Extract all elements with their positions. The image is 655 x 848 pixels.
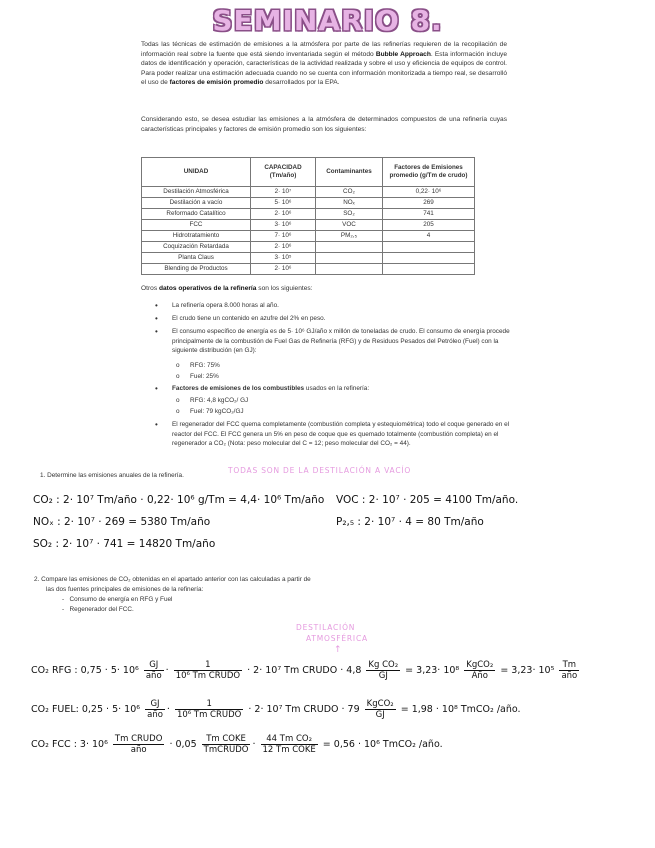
question-2-item-text: Consumo de energía en RFG y Fuel: [69, 596, 173, 603]
bullet-dot-icon: •: [155, 327, 158, 336]
page-title: SEMINARIO 8.: [212, 4, 443, 37]
question-2-line1: 2. Compare las emisiones de CO₂ obtenidas en el apartado anterior con las calculadas a partir de: [34, 576, 311, 583]
sub-item-text: Fuel: 25%: [190, 373, 219, 380]
frac-num: 1: [174, 660, 242, 671]
intro-bold-factors: factores de emisión promedio: [169, 79, 264, 87]
table-row: [142, 187, 475, 198]
frac-den: año: [130, 745, 147, 755]
rfg-result-2: = 3,23· 10⁵: [500, 665, 555, 676]
table-cell: [383, 242, 475, 253]
fcc-frac-1: [113, 734, 164, 755]
calc-fcc-row: CO₂ FCC : 3· 10⁶ $\frac{\text{Tm CRUDO}}{\text{año}}$ · 0,05 $\frac{\text{Tm COKE}}{\text{TmCRUDO}}$ · $\frac{\text{44 Tm CO₂}}{\text{12 Tm COKE}}$ = 0,56 · 10⁶ TmCO₂ /año.: [31, 734, 443, 755]
table-row: [142, 253, 475, 264]
otros-bold: datos operativos de la refinería: [158, 285, 257, 292]
table-cell: Blending de Productos: [142, 264, 251, 275]
sub-item-rfg-factor: [176, 396, 248, 405]
bullet-dot-icon: •: [155, 314, 158, 323]
frac-den: año: [147, 710, 163, 720]
table-row: [142, 264, 475, 275]
table-cell: [316, 264, 383, 275]
rfg-mid: · 2· 10⁷ Tm CRUDO · 4,8: [247, 665, 362, 676]
bullet-text: [172, 384, 515, 394]
frac-num: 44 Tm CO₂: [261, 734, 318, 745]
fuel-frac-2: [175, 699, 243, 720]
table-cell: 3· 10⁶: [251, 220, 316, 231]
calc-pm: P₂,₅ : 2· 10⁷ · 4 = 80 Tm/año: [336, 516, 484, 528]
bullet-bold: Factores de emisiones de los combustibles: [172, 385, 305, 392]
table-cell: Destilación Atmosférica: [142, 187, 251, 198]
fcc-frac-3: [261, 734, 318, 755]
frac-den: 10⁶ Tm CRUDO: [175, 671, 241, 681]
fcc-frac-2: [202, 734, 251, 755]
table-cell: PM₂,₅: [316, 231, 383, 242]
bullet-text: El consumo específico de energía es de 5· 10⁶ GJ/año x millón de toneladas de crudo. El consumo de energía procede principalmente de la combustión de Fuel Gas de Refinería (RFG) y de Residuos Pesados del Petróleo (Fuel) con la siguiente distribución (en GJ):: [172, 328, 510, 355]
frac-num: Tm CRUDO: [114, 734, 163, 744]
table-cell: 4: [383, 231, 475, 242]
question-2-item-1: - Consumo de energía en RFG y Fuel: [62, 596, 173, 603]
calc-co2: CO₂ : 2· 10⁷ Tm/año · 0,22· 10⁶ g/Tm = 4,4· 10⁶ Tm/año: [33, 494, 325, 506]
pink-note-atmospheric-2: ATMOSFÉRICA: [306, 634, 368, 643]
fuel-lead: CO₂ FUEL: 0,25 · 5· 10⁶: [31, 704, 141, 715]
intro-text-a: Todas las técnicas de estimación de emisiones a la atmósfera por parte de las refinerías requieren de la recopilación de información real sobre la fuente que está siendo inventariada según el método: [141, 41, 507, 58]
calc-voc: VOC : 2· 10⁷ · 205 = 4100 Tm/año.: [336, 494, 519, 506]
table-row: [142, 220, 475, 231]
frac-den: GJ: [375, 710, 385, 720]
table-row: [142, 209, 475, 220]
fcc-result: = 0,56 · 10⁶ TmCO₂ /año.: [322, 739, 443, 750]
table-cell: 7· 10⁶: [251, 231, 316, 242]
table-cell: [316, 253, 383, 264]
bullet-post: usados en la refinería:: [304, 385, 370, 392]
bullet-factors: [155, 384, 515, 394]
bullet-sulfur: [155, 314, 515, 324]
pink-note-vacuum: TODAS SON DE LA DESTILACIÓN A VACÍO: [228, 466, 412, 475]
intro-text-e: desarrollados por la EPA.: [263, 79, 340, 87]
sub-item-text: Fuel: 79 kgCO₂/GJ: [190, 408, 244, 415]
calc-fuel-row: CO₂ FUEL: 0,25 · 5· 10⁶ $\frac{GJ}{\text{año}}$ · $\frac{1}{\text{10⁶ Tm CRUDO}}$ · 2· 10⁷ Tm CRUDO · 79 $\frac{\text{KgCO₂}}{GJ}$ = 1,98 · 10⁸ TmCO₂ /año.: [31, 699, 521, 720]
intro-paragraph-1: [141, 40, 507, 88]
circle-bullet-icon: o: [176, 362, 180, 369]
table-cell: FCC: [142, 220, 251, 231]
table-cell: VOC: [316, 220, 383, 231]
frac-num: KgCO₂: [366, 699, 394, 709]
emissions-table: [141, 157, 475, 275]
table-cell: 3· 10⁵: [251, 253, 316, 264]
table-cell: 2· 10⁶: [251, 242, 316, 253]
otros-datos-heading: [141, 284, 507, 294]
calc-so2: SO₂ : 2· 10⁷ · 741 = 14820 Tm/año: [33, 538, 216, 550]
pink-note-atmospheric-1: DESTILACIÓN: [296, 623, 356, 632]
question-2-line2: las dos fuentes principales de emisiones de la refinería:: [46, 586, 204, 593]
question-2-item-2: - Regenerador del FCC.: [62, 606, 134, 613]
bullet-energy: [155, 327, 515, 356]
table-cell: CO₂: [316, 187, 383, 198]
frac-den: TmCRUDO: [203, 745, 249, 755]
frac-den: año: [145, 671, 162, 681]
bullet-text: La refinería opera 8.000 horas al año.: [172, 302, 279, 309]
bullet-dot-icon: •: [155, 301, 158, 310]
table-cell: 269: [383, 198, 475, 209]
header-factores: Factores de Emisiones promedio (g/Tm de crudo): [383, 158, 475, 187]
rfg-frac-1: [144, 660, 164, 681]
sub-item-text: RFG: 4,8 kgCO₂/ GJ: [190, 397, 249, 404]
fcc-lead: CO₂ FCC : 3· 10⁶: [31, 739, 108, 750]
rfg-frac-3: [366, 660, 400, 681]
otros-post: son los siguientes:: [256, 285, 313, 292]
table-cell: 2· 10⁷: [251, 187, 316, 198]
sub-item-fuel: [176, 372, 219, 381]
question-1: 1. Determine las emisiones anuales de la refinería.: [40, 472, 184, 479]
bullet-text: El crudo tiene un contenido en azufre del 2% en peso.: [172, 315, 326, 322]
table-cell: NOₓ: [316, 198, 383, 209]
table-cell: Destilación a vacío: [142, 198, 251, 209]
calc-nox: NOₓ : 2· 10⁷ · 269 = 5380 Tm/año: [33, 516, 211, 528]
fuel-frac-1: [145, 699, 165, 720]
table-row: [142, 231, 475, 242]
rfg-result: = 3,23· 10⁸: [405, 665, 460, 676]
bullet-dot-icon: •: [155, 420, 158, 429]
frac-num: Tm COKE: [202, 734, 251, 745]
table-cell: Reformado Catalítico: [142, 209, 251, 220]
intro-text-c: . Esta información incluye datos de identificación y operación, características de la actividad realizada y sobre el uso y eficiencia de equipos de control. Para poder realizar una estimación adecuada cuando no se cuenta con información monitorizada a tiempo real, se desarrolló el uso de: [141, 50, 507, 87]
question-2-item-text: Regenerador del FCC.: [69, 606, 134, 613]
rfg-frac-5: [559, 660, 579, 681]
table-cell: Coquización Retardada: [142, 242, 251, 253]
table-row: [142, 242, 475, 253]
frac-num: GJ: [144, 660, 164, 671]
fuel-frac-3: [365, 699, 396, 720]
circle-bullet-icon: o: [176, 408, 180, 415]
fcc-mid: · 0,05: [169, 739, 197, 750]
fuel-mid: · 2· 10⁷ Tm CRUDO · 79: [248, 704, 360, 715]
table-cell: Hidrotratamiento: [142, 231, 251, 242]
frac-den: GJ: [378, 671, 388, 681]
table-cell: [383, 264, 475, 275]
table-cell: [383, 253, 475, 264]
table-cell: 0,22· 10⁶: [383, 187, 475, 198]
frac-den: Año: [471, 671, 488, 681]
circle-bullet-icon: o: [176, 397, 180, 404]
table-cell: 741: [383, 209, 475, 220]
table-cell: 2· 10⁶: [251, 209, 316, 220]
table-cell: SO₂: [316, 209, 383, 220]
frac-num: GJ: [145, 699, 165, 710]
table-row: [142, 198, 475, 209]
table-cell: 205: [383, 220, 475, 231]
bullet-fcc: [155, 420, 515, 449]
frac-den: 10⁶ Tm CRUDO: [176, 710, 242, 720]
table-cell: [316, 242, 383, 253]
sub-item-fuel-factor: [176, 407, 244, 416]
rfg-frac-2: [174, 660, 242, 681]
rfg-lead: CO₂ RFG : 0,75 · 5· 10⁶: [31, 665, 139, 676]
calc-rfg-row: CO₂ RFG : 0,75 · 5· 10⁶ $\frac{GJ}{\text{año}}$ · $\frac{1}{\text{10⁶ Tm CRUDO}}$ · 2· 10⁷ Tm CRUDO · 4,8 $\frac{\text{Kg CO₂}}{GJ}$ = 3,23· 10⁸ $\frac{\text{KgCO₂}}{\text{Año}}$ = 3,23· 10⁵ $\frac{Tm}{\text{año}}$: [31, 660, 578, 681]
intro-bold-bubble: Bubble Approach: [375, 50, 431, 58]
frac-num: Kg CO₂: [368, 660, 399, 670]
table-cell: 5· 10⁶: [251, 198, 316, 209]
header-capacidad: CAPACIDAD (Tm/año): [251, 158, 316, 187]
rfg-frac-4: [464, 660, 495, 681]
fuel-result: = 1,98 · 10⁸ TmCO₂ /año.: [400, 704, 521, 715]
sub-item-text: RFG: 75%: [190, 362, 220, 369]
bullet-dot-icon: •: [155, 384, 158, 393]
sub-item-rfg: [176, 361, 220, 370]
frac-num: 1: [175, 699, 243, 710]
header-unidad: UNIDAD: [142, 158, 251, 187]
circle-bullet-icon: o: [176, 373, 180, 380]
table-cell: Planta Claus: [142, 253, 251, 264]
bullet-text: El regenerador del FCC quema completamente (combustión completa y estequiométrica) todo el coque generado en el reactor del FCC. El FCC genera un 5% en peso de coque que es quemado totalmente (combustión completa) en el regenerador a CO₂ (Nota: peso molecular del C = 12; peso molecular del CO₂ = 44).: [172, 421, 510, 448]
frac-den: 12 Tm COKE: [262, 745, 316, 755]
frac-num: Tm: [559, 660, 579, 671]
table-header-row: [142, 158, 475, 187]
intro-paragraph-2: Considerando esto, se desea estudiar las emisiones a la atmósfera de determinados compuestos de una refinería cuyas características principales y factores de emisión promedio son los siguientes:: [141, 116, 507, 133]
frac-den: año: [561, 671, 578, 681]
table-cell: 2· 10⁶: [251, 264, 316, 275]
header-contaminantes: Contaminantes: [316, 158, 383, 187]
bullet-hours: [155, 301, 515, 311]
otros-pre: Otros: [141, 285, 159, 292]
frac-num: KgCO₂: [466, 660, 494, 670]
up-arrow-icon: ↑: [334, 645, 343, 655]
